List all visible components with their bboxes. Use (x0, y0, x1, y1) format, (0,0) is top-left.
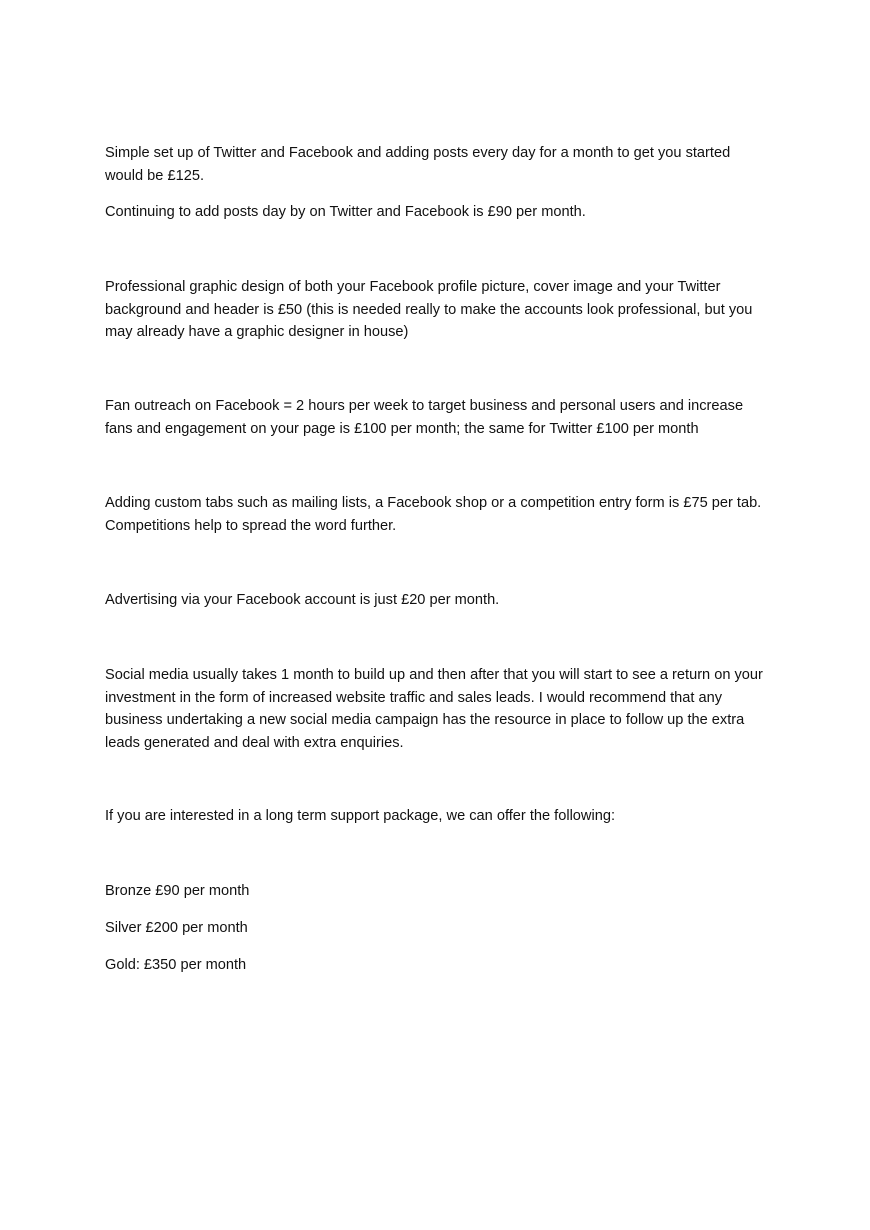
custom-tabs-paragraph: Adding custom tabs such as mailing lists, a Facebook shop or a competition entry form is £75 per tab. Competitions help to spread the word further. (105, 495, 762, 534)
support-package-intro: If you are interested in a long term support package, we can offer the following: (105, 808, 615, 824)
package-silver: Silver £200 per month (105, 920, 248, 936)
advertising-paragraph: Advertising via your Facebook account is just £20 per month. (105, 592, 500, 608)
graphic-design-paragraph: Professional graphic design of both your Facebook profile picture, cover image and your Twitter background and header is £50 (this is needed really to make the accounts look professional, but you may already have a graphic designer in house) (105, 279, 753, 340)
setup-pricing-paragraph: Simple set up of Twitter and Facebook and adding posts every day for a month to get you started would be £125. (105, 145, 731, 184)
social-media-timeline-paragraph: Social media usually takes 1 month to build up and then after that you will start to see a return on your investment in the form of increased website traffic and sales leads. I would recommend that any business undertaking a new social media campaign has the resource in place to follow up the extra leads generated and deal with extra enquiries. (105, 667, 763, 751)
package-gold: Gold: £350 per month (105, 957, 247, 973)
package-bronze: Bronze £90 per month (105, 883, 250, 899)
posting-pricing-paragraph: Continuing to add posts day by on Twitter and Facebook is £90 per month. (105, 204, 586, 220)
fan-outreach-paragraph: Fan outreach on Facebook = 2 hours per week to target business and personal users and increase fans and engagement on your page is £100 per month; the same for Twitter £100 per month (105, 398, 744, 437)
